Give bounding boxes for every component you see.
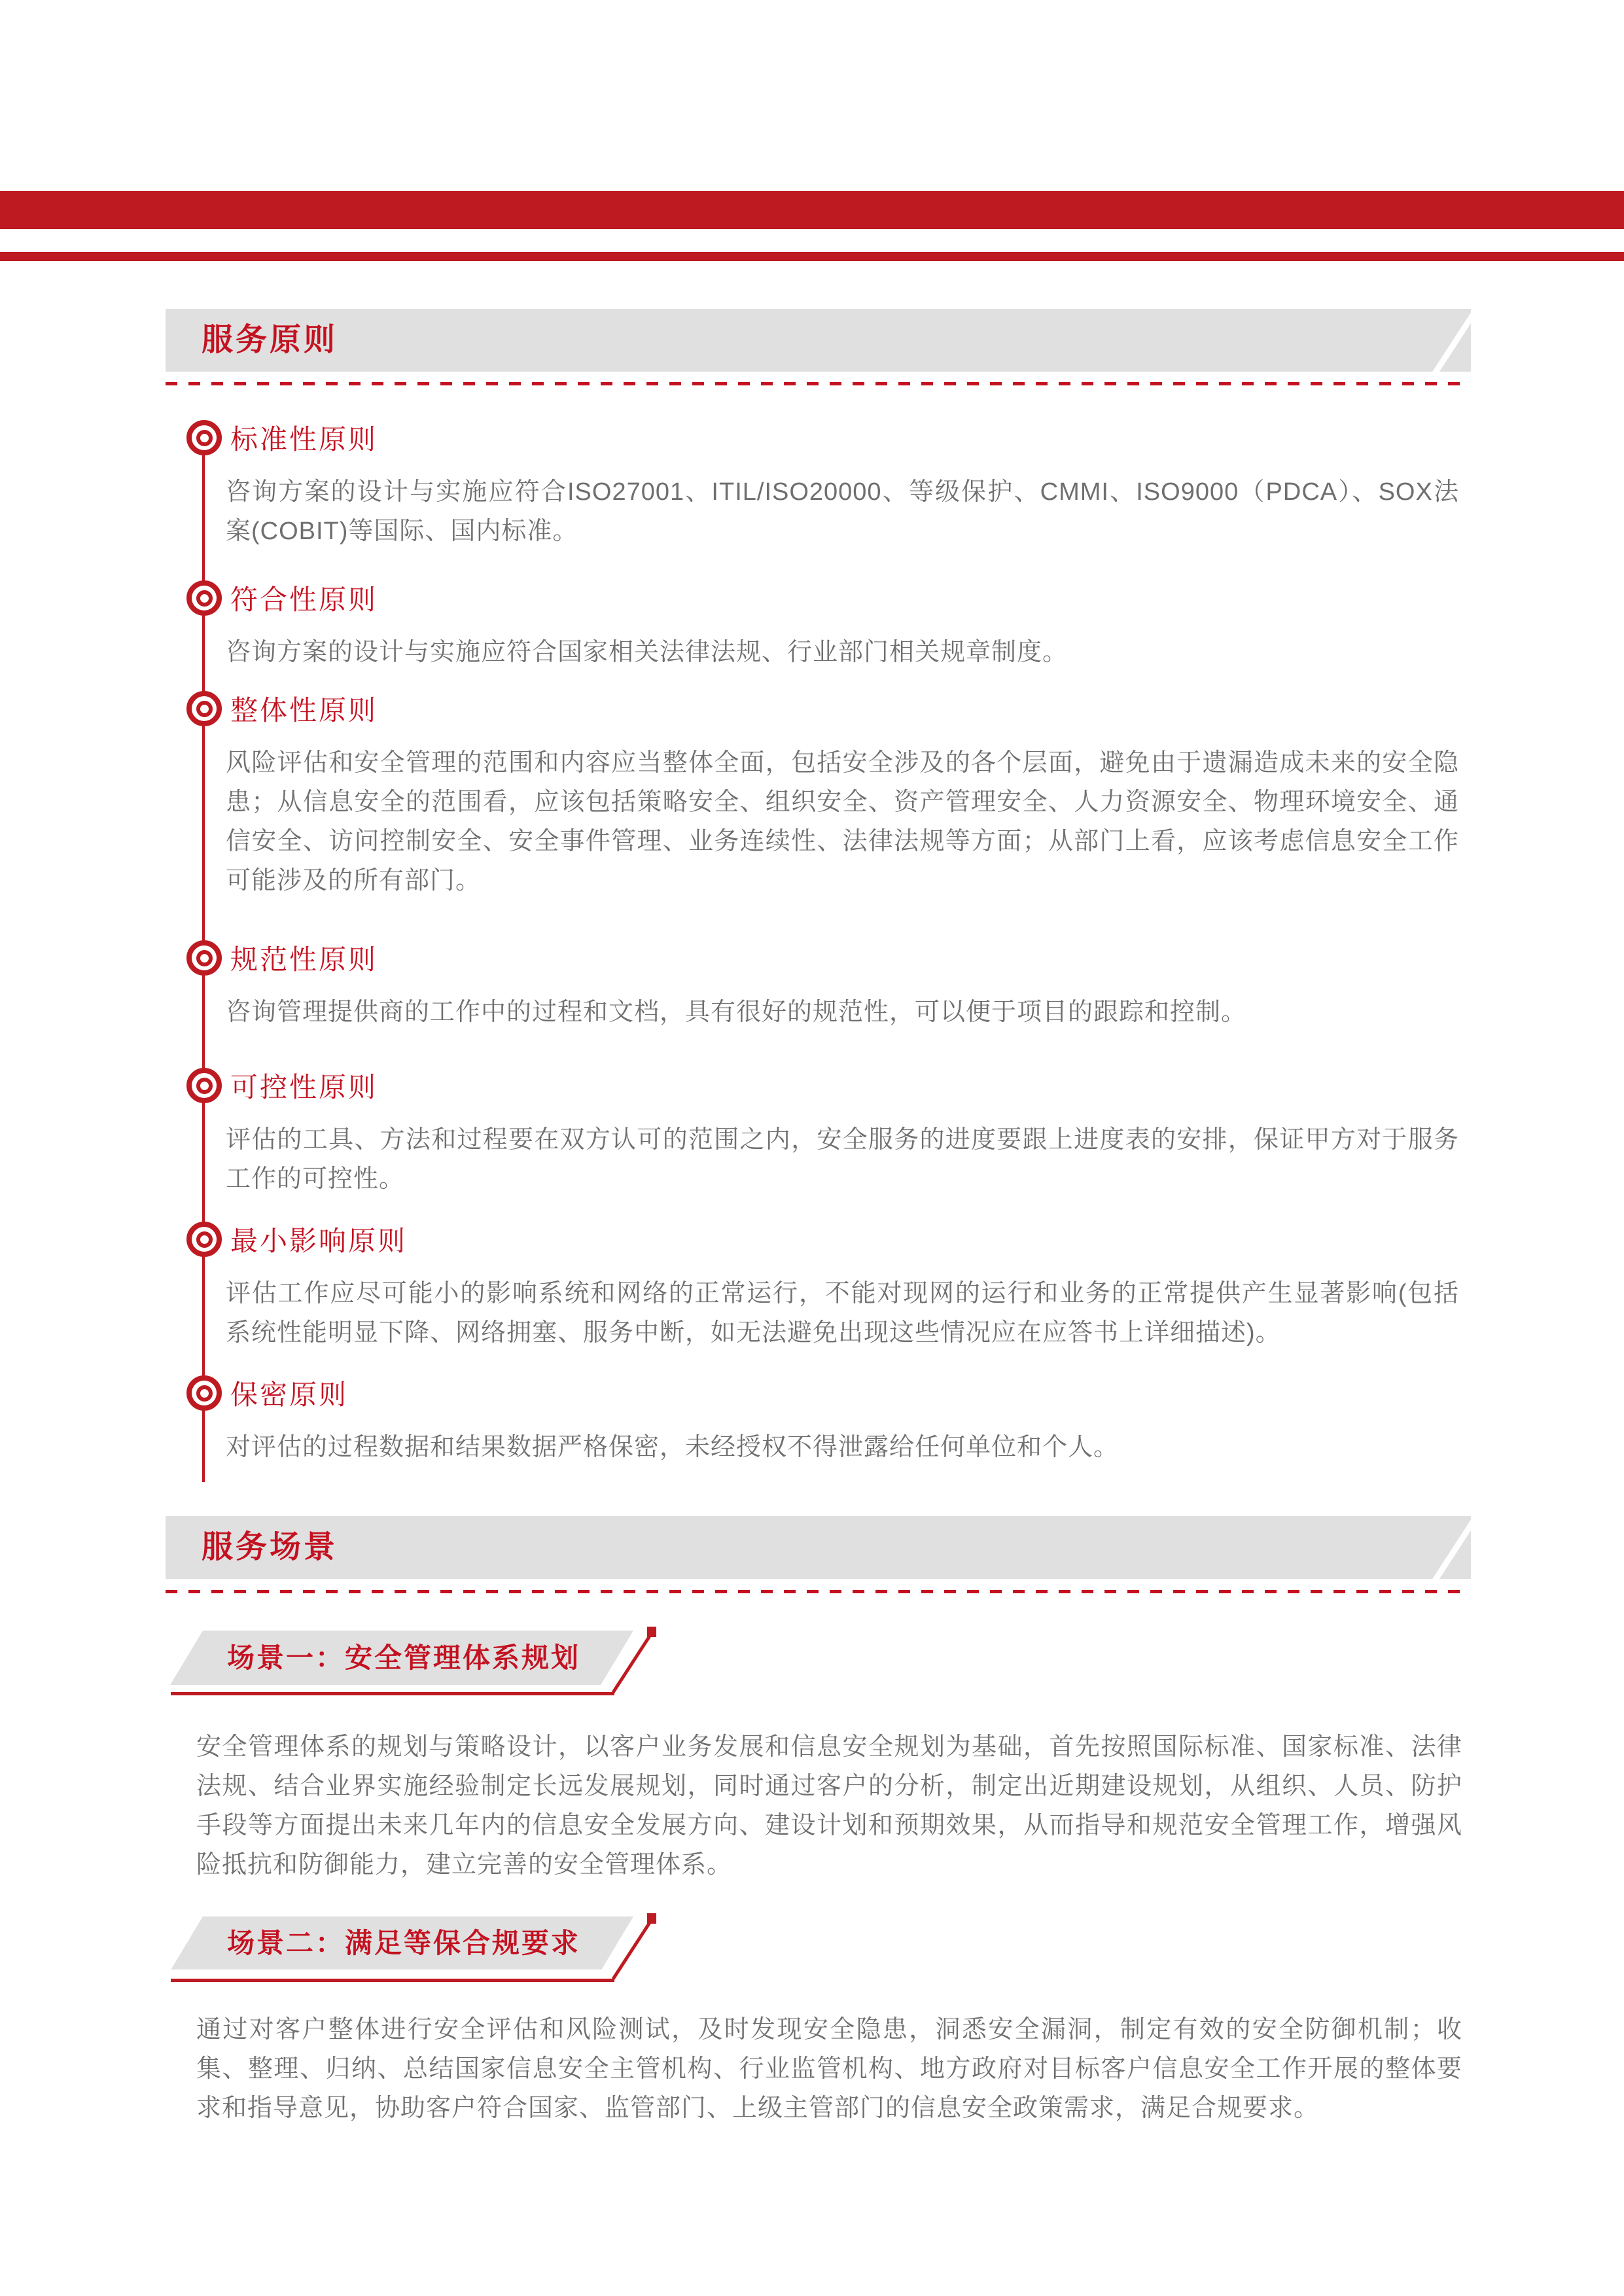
bullseye-inner-ring [196, 430, 213, 446]
principle-heading-row [186, 938, 1462, 978]
section-title-scenarios: 服务场景 [202, 1530, 338, 1564]
scenario-body: 安全管理体系的规划与策略设计，以客户业务发展和信息安全规划为基础，首先按照国际标准、国家标准、法律法规、结合业界实施经验制定长远发展规划，同时通过客户的分析，制定出近期建设规划，从组织、人员、防护手段等方面提出未来几年内的信息安全发展方向、建设计划和预期效果，从而指导和规范安全管理工作，增强风险抵抗和防御能力，建立完善的安全管理体系。 [196, 1733, 1462, 1879]
dashed-divider [166, 1590, 1471, 1593]
principle-heading-row [186, 578, 1462, 618]
bullseye-icon [186, 1375, 222, 1411]
principle-body: 评估工作应尽可能小的影响系统和网络的正常运行，不能对现网的运行和业务的正常提供产生显著影响(包括系统性能明显下降、网络拥塞、服务中断，如无法避免出现这些情况应在应答书上详细描述)。 [226, 1280, 1459, 1347]
dashed-divider [166, 382, 1471, 385]
scenario-label: 场景二：满足等保合规要求 [227, 1928, 581, 1958]
bullseye-inner-ring [196, 590, 213, 607]
principle-heading: 最小影响原则 [230, 1226, 408, 1256]
principle-heading-row [186, 1066, 1462, 1105]
header-slash-decoration [1421, 309, 1471, 372]
principle-body: 风险评估和安全管理的范围和内容应当整体全面，包括安全涉及的各个层面，避免由于遗漏造成未来的安全隐患；从信息安全的范围看，应该包括策略安全、组织安全、资产管理安全、人力资源安全、物理环境安全、通信安全、访问控制安全、安全事件管理、业务连续性、法律法规等方面；从部门上看，应该考虑信息安全工作可能涉及的所有部门。 [226, 749, 1459, 894]
section-header-scenarios [166, 1516, 1471, 1579]
scenario-label: 场景一：安全管理体系规划 [227, 1642, 581, 1673]
principle-item [186, 1373, 1462, 1467]
principle-body: 咨询方案的设计与实施应符合国家相关法律法规、行业部门相关规章制度。 [226, 639, 1068, 666]
bullseye-icon [186, 940, 222, 976]
header-slash-decoration [1421, 1516, 1471, 1579]
principle-body: 评估的工具、方法和过程要在双方认可的范围之内，安全服务的进度要跟上进度表的安排，保证甲方对于服务工作的可控性。 [226, 1126, 1459, 1193]
bullseye-inner-ring [196, 1385, 213, 1402]
bullseye-inner-ring [196, 701, 213, 717]
section-title-principles: 服务原则 [202, 323, 338, 357]
principle-heading-row [186, 418, 1462, 457]
bullseye-icon [186, 420, 222, 455]
scenario-square-cap [647, 1627, 656, 1637]
bullseye-inner-ring [196, 950, 213, 966]
principle-heading-row [186, 1220, 1462, 1259]
bullseye-inner-ring [196, 1078, 213, 1094]
bullseye-icon [186, 1222, 222, 1257]
scenario-underline [171, 1692, 614, 1695]
bullseye-icon [186, 691, 222, 726]
section-header-principles [166, 309, 1471, 372]
principle-heading: 标准性原则 [230, 424, 378, 455]
scenario-underline [171, 1979, 614, 1982]
principle-item [186, 1066, 1462, 1199]
top-accent-bar-thin [0, 252, 1624, 261]
principle-heading: 保密原则 [230, 1379, 349, 1410]
principle-item [186, 1220, 1462, 1352]
principle-body: 咨询管理提供商的工作中的过程和文档，具有很好的规范性，可以便于项目的跟踪和控制。 [226, 998, 1247, 1026]
principle-item [186, 418, 1462, 551]
principle-heading: 可控性原则 [230, 1072, 378, 1103]
principle-heading: 符合性原则 [230, 584, 378, 615]
principle-heading: 整体性原则 [230, 695, 378, 726]
bullseye-icon [186, 1068, 222, 1103]
principle-heading-row [186, 1373, 1462, 1413]
principle-item [186, 938, 1462, 1032]
principle-item [186, 689, 1462, 900]
principle-heading: 规范性原则 [230, 944, 378, 975]
principle-heading-row [186, 689, 1462, 728]
principle-body: 对评估的过程数据和结果数据严格保密，未经授权不得泄露给任何单位和个人。 [226, 1434, 1120, 1461]
bullseye-inner-ring [196, 1231, 213, 1248]
top-accent-bar-thick [0, 191, 1624, 229]
scenario-body: 通过对客户整体进行安全评估和风险测试，及时发现安全隐患，洞悉安全漏洞，制定有效的安全防御机制；收集、整理、归纳、总结国家信息安全主管机构、行业监管机构、地方政府对目标客户信息安全工作开展的整体要求和指导意见，协助客户符合国家、监管部门、上级主管部门的信息安全政策需求，满足合规要求。 [196, 2016, 1462, 2122]
principle-body: 咨询方案的设计与实施应符合ISO27001、ITIL/ISO20000、等级保护、CMMI、ISO9000（PDCA）、SOX法案(COBIT)等国际、国内标准。 [226, 478, 1459, 545]
principle-item [186, 578, 1462, 672]
scenario-square-cap [647, 1913, 656, 1924]
bullseye-icon [186, 580, 222, 616]
